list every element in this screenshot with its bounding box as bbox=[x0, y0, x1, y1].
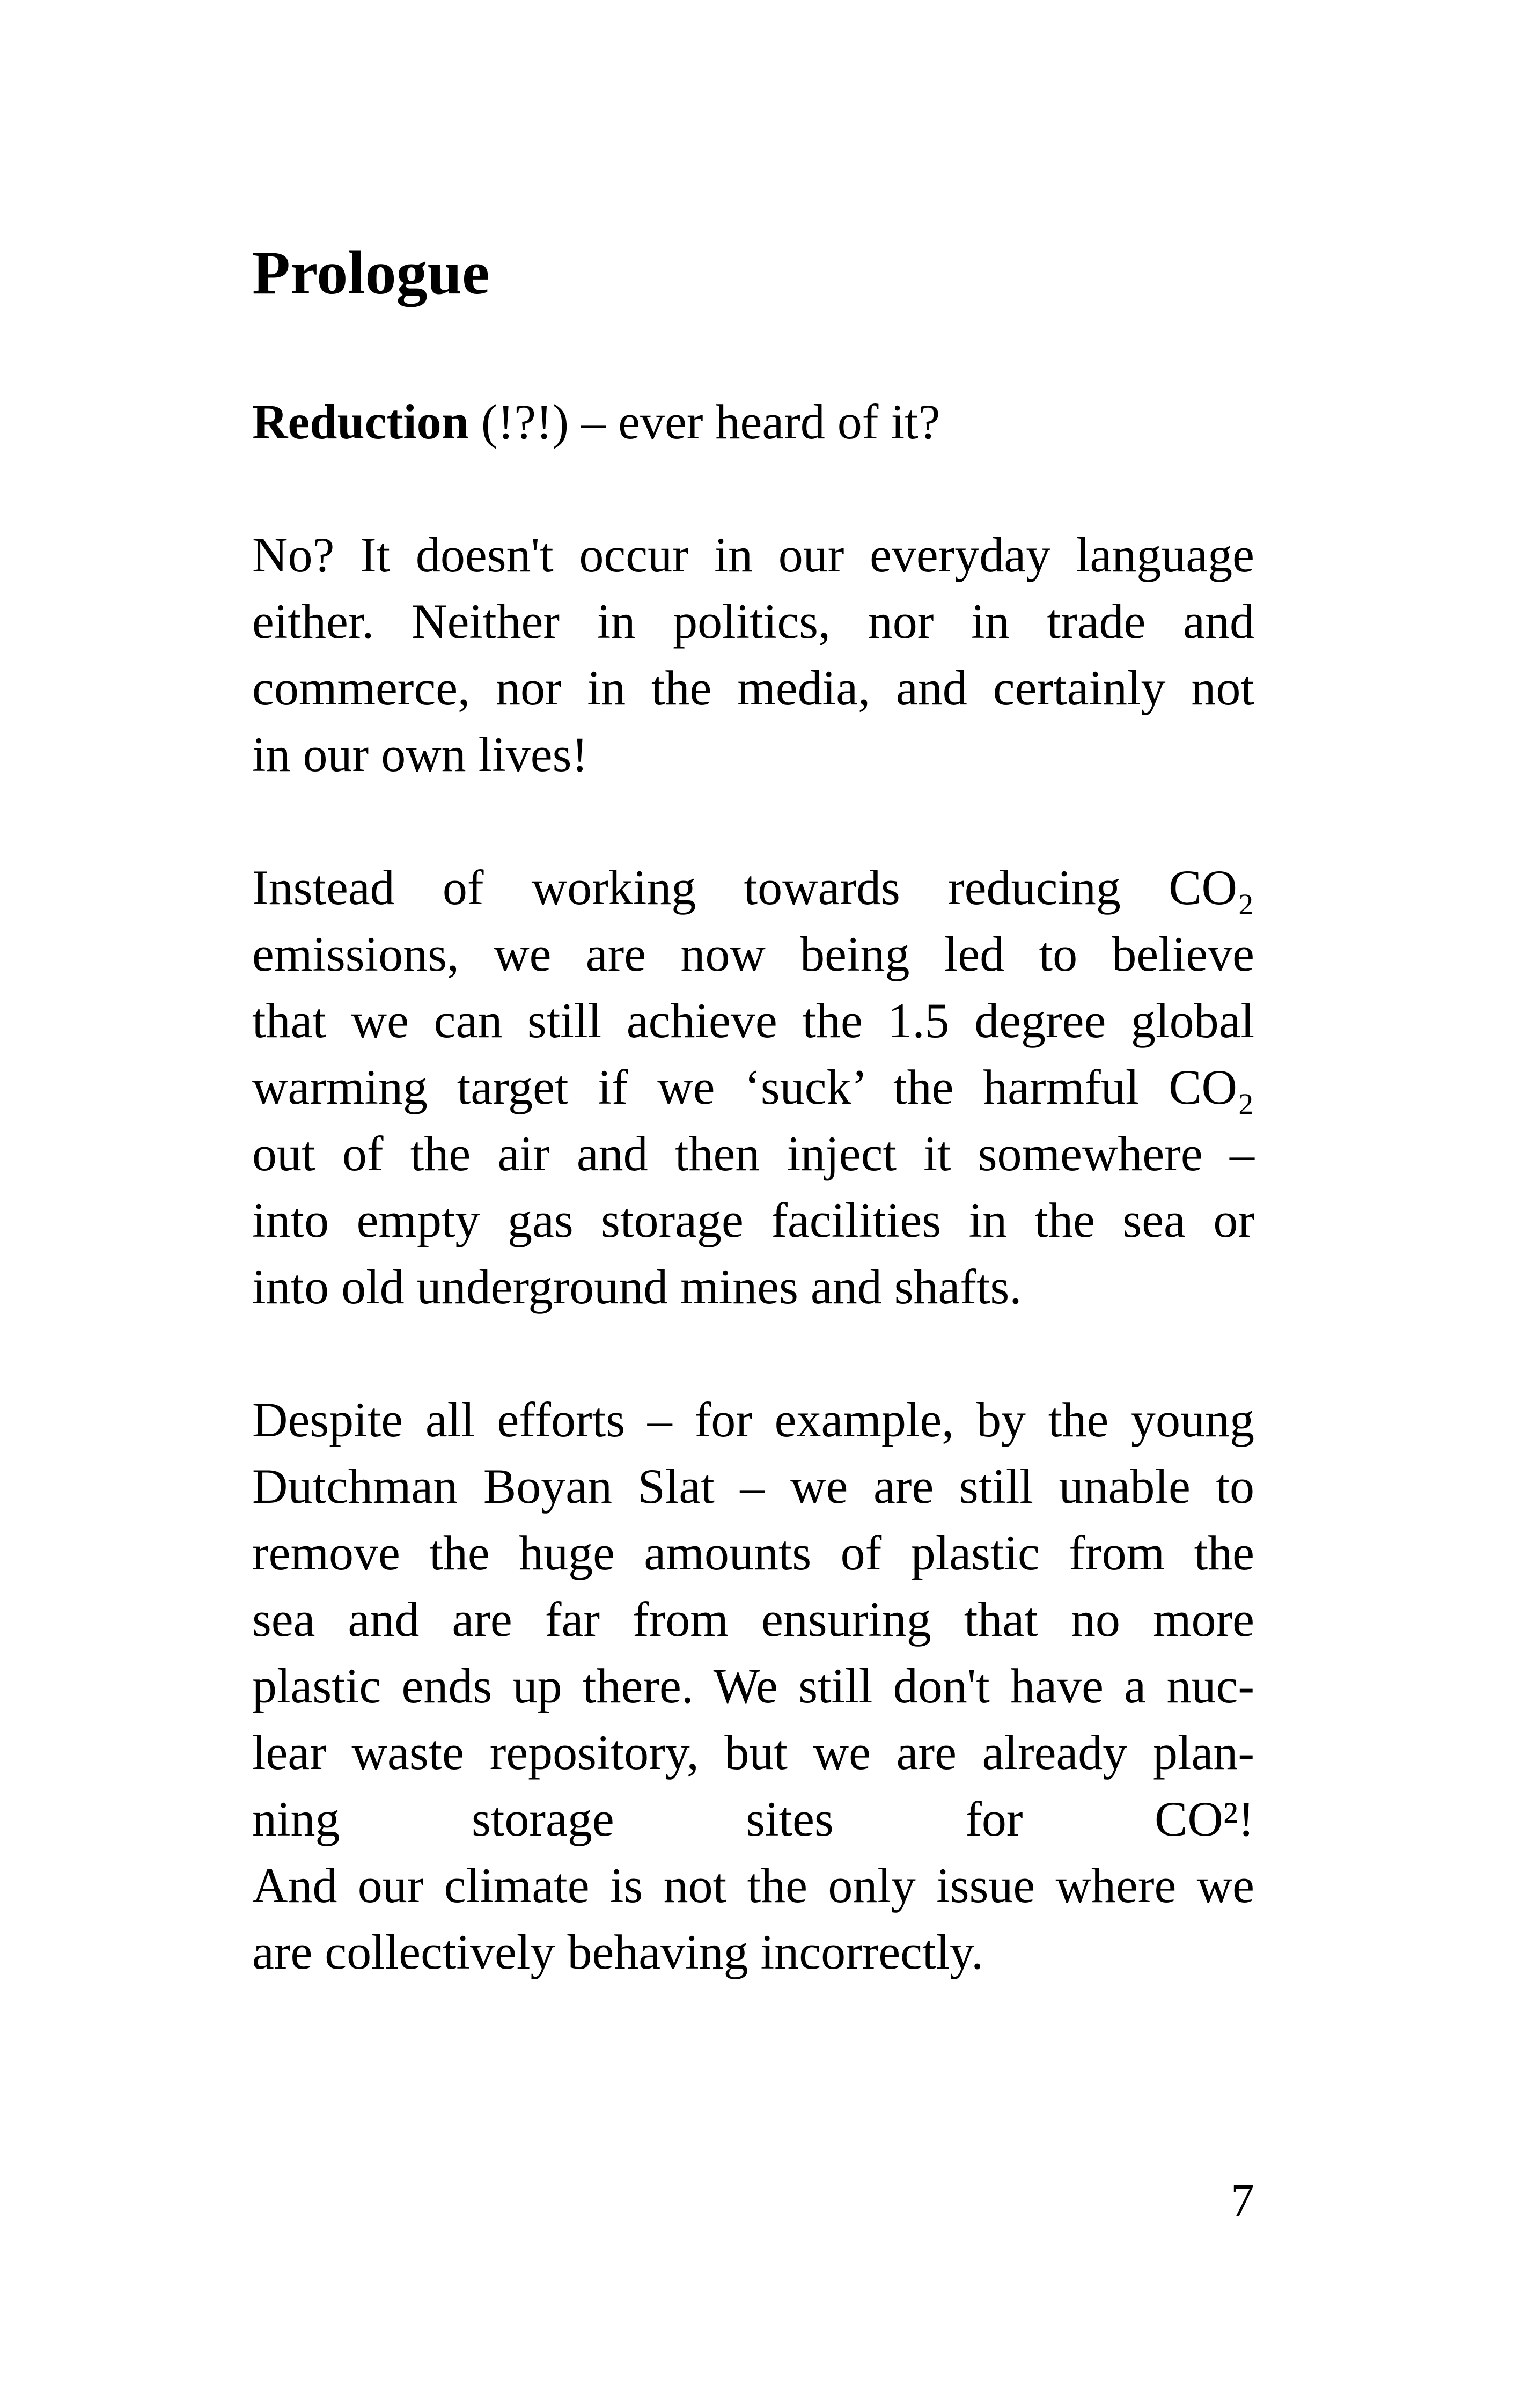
text-line: emissions, we are now being led to believe bbox=[252, 927, 1254, 981]
intro-line bbox=[252, 388, 1254, 455]
text-line: lear waste repository, but we are already plan- bbox=[252, 1725, 1254, 1780]
text-line: sea and are far from ensuring that no more bbox=[252, 1592, 1254, 1647]
text-line: that we can still achieve the 1.5 degree global bbox=[252, 993, 1254, 1048]
text-line: out of the air and then inject it somewhere – bbox=[252, 1126, 1254, 1181]
text-line: Instead of working towards reducing CO₂ bbox=[252, 860, 1254, 915]
text-line: into old underground mines and shafts. bbox=[252, 1259, 1022, 1314]
text-line: remove the huge amounts of plastic from the bbox=[252, 1525, 1254, 1580]
text-line: And our climate is not the only issue where we bbox=[252, 1858, 1254, 1913]
text-line: Dutchman Boyan Slat – we are still unable to bbox=[252, 1459, 1254, 1514]
text-line: ning storage sites for CO²! bbox=[252, 1792, 1254, 1846]
page-title: Prologue bbox=[252, 239, 490, 307]
text-line: plastic ends up there. We still don't have a nuc- bbox=[252, 1658, 1254, 1713]
page-number: 7 bbox=[1231, 2175, 1254, 2227]
text-line: No? It doesn't occur in our everyday language bbox=[252, 527, 1254, 582]
intro-bold-term: Reduction bbox=[252, 394, 469, 449]
text-line: are collectively behaving incorrectly. bbox=[252, 1925, 984, 1979]
text-line: commerce, nor in the media, and certainly not bbox=[252, 660, 1254, 715]
text-line: warming target if we ‘suck’ the harmful CO₂ bbox=[252, 1060, 1254, 1114]
text-line: Despite all efforts – for example, by the young bbox=[252, 1392, 1254, 1447]
text-line: either. Neither in politics, nor in trade and bbox=[252, 594, 1254, 649]
text-line: in our own lives! bbox=[252, 727, 589, 782]
text-line: into empty gas storage facilities in the sea or bbox=[252, 1193, 1254, 1247]
intro-text: (!?!) – ever heard of it? bbox=[468, 394, 940, 449]
